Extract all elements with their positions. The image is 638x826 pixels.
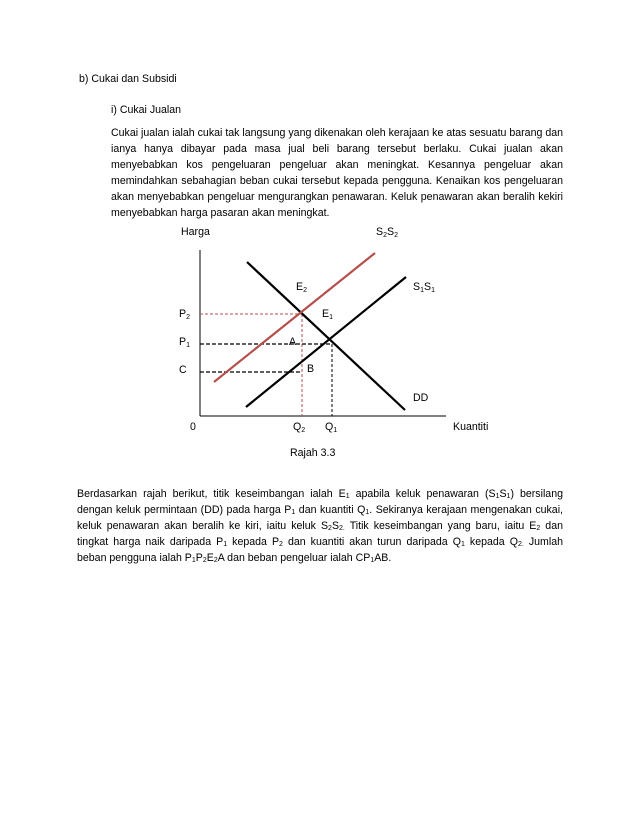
- label-c: C: [179, 364, 187, 376]
- label-a: A: [289, 336, 297, 348]
- paragraph-sales-tax: Cukai jualan ialah cukai tak langsung yang dikenakan oleh kerajaan ke atas sesuatu barang dan ianya hanya dibayar pada masa jual beli barang tersebut berlaku. Cukai jualan akan menyebabkan kos pengeluaran pengeluar akan meningkat. Kesannya pengeluar akan memindahkan sebahagian beban cukai tersebut kepada pengguna. Kenaikan kos pengeluaran akan menyebabkan pengeluar mengurangkan penawaran. Keluk penawaran akan beralih kekiri menyebabkan harga pasaran akan meningkat.: [111, 127, 563, 220]
- label-dd: DD: [413, 392, 429, 404]
- section-heading: b) Cukai dan Subsidi: [79, 73, 177, 85]
- label-e2: E2: [296, 281, 307, 294]
- label-s2s2: S2S2: [376, 226, 398, 239]
- diagram-caption: Rajah 3.3: [290, 447, 336, 459]
- label-b: B: [307, 363, 315, 375]
- origin-label: 0: [190, 421, 196, 433]
- y-axis-label: Harga: [181, 226, 210, 238]
- x-axis-label: Kuantiti: [453, 421, 489, 433]
- label-p2: P2: [179, 308, 190, 321]
- label-p1: P1: [179, 336, 190, 349]
- label-e1: E1: [322, 308, 333, 321]
- paragraph-explanation: Berdasarkan rajah berikut, titik keseimbangan ialah $E_1$ apabila keluk penawaran $(S_1S_1)$ bersilang dengan keluk permintaan (DD) pada harga $P_1$ dan kuantiti $Q_1$. Sekiranya kerajaan mengenakan cukai, keluk penawaran akan beralih ke kiri, iaitu keluk $S_2S_{2.}$ Titik keseimbangan yang baru, iaitu $E_2$ dan tingkat harga naik daripada $P_1$ kepada $P_2$ dan kuantiti akan turun daripada $Q_1$ kepada $Q_{2.}$ Jumlah beban pengguna ialah $P_1P_2E_2A$ dan beban pengeluar ialah $CP_1AB$.: [77, 488, 564, 565]
- label-s1s1: S1S1: [413, 281, 435, 294]
- label-q2: Q2: [293, 421, 306, 434]
- label-q1: Q1: [325, 421, 338, 434]
- section-subheading: i) Cukai Jualan: [111, 104, 182, 116]
- supply-curve-s2s2: [214, 253, 375, 382]
